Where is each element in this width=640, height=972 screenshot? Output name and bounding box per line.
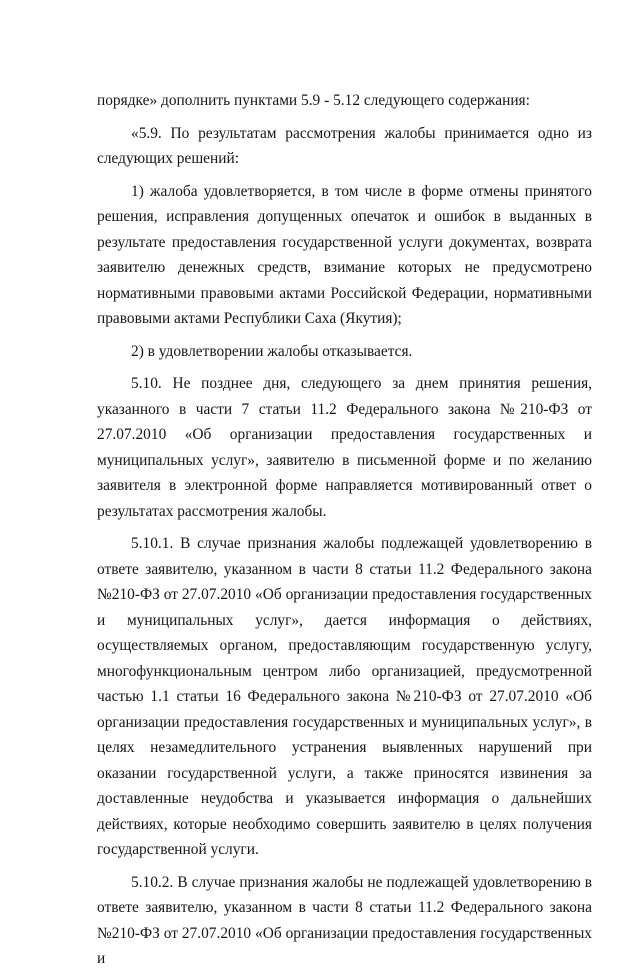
paragraph-5-10: 5.10. Не позднее дня, следующего за днем принятия решения, указанного в части 7 статьи 11.2 Федерального закона №210-ФЗ от 27.07.2010 «Об организации предоставления государственных и муниципальных услуг», заявителю в письменной форме и по желанию заявителя в электронной форме направляется мотивированный ответ о результатах рассмотрения жалобы. [97, 375, 592, 520]
paragraph-5-9: «5.9. По результатам рассмотрения жалобы принимается одно из следующих решений: [97, 124, 592, 167]
paragraph-intro: порядке» дополнить пунктами 5.9 - 5.12 следующего содержания: [97, 92, 530, 109]
document-body [97, 88, 592, 972]
paragraph-item-2: 2) в удовлетворении жалобы отказывается. [131, 342, 413, 360]
paragraph-item-1: 1) жалоба удовлетворяется, в том числе в форме отмены принятого решения, исправления допущенных опечаток и ошибок в выданных в результате предоставления государственной услуги документах, возврата заявителю денежных средств, взимание которых не предусмотрено нормативными правовыми актами Российской Федерации, нормативными правовыми актами Республики Саха (Якутия); [97, 182, 592, 327]
paragraph-5-10-2: 5.10.2. В случае признания жалобы не подлежащей удовлетворению в ответе заявителю, указанном в части 8 статьи 11.2 Федерального закона №210-ФЗ от 27.07.2010 «Об организации предоставления государственных и [97, 873, 592, 967]
paragraph-5-10-1: 5.10.1. В случае признания жалобы подлежащей удовлетворению в ответе заявителю, указанном в части 8 статьи 11.2 Федерального закона №210-ФЗ от 27.07.2010 «Об организации предоставления государственных и муниципальных услуг», дается информация о действиях, осуществляемых органом, предоставляющим государственную услугу, многофункциональным центром либо организацией, предусмотренной частью 1.1 статьи 16 Федерального закона №210-ФЗ от 27.07.2010 «Об организации предоставления государственных и муниципальных услуг», в целях незамедлительного устранения выявленных нарушений при оказании государственной услуги, а также приносятся извинения за доставленные неудобства и указывается информация о дальнейших действиях, которые необходимо совершить заявителю в целях получения государственной услуги. [97, 535, 592, 858]
